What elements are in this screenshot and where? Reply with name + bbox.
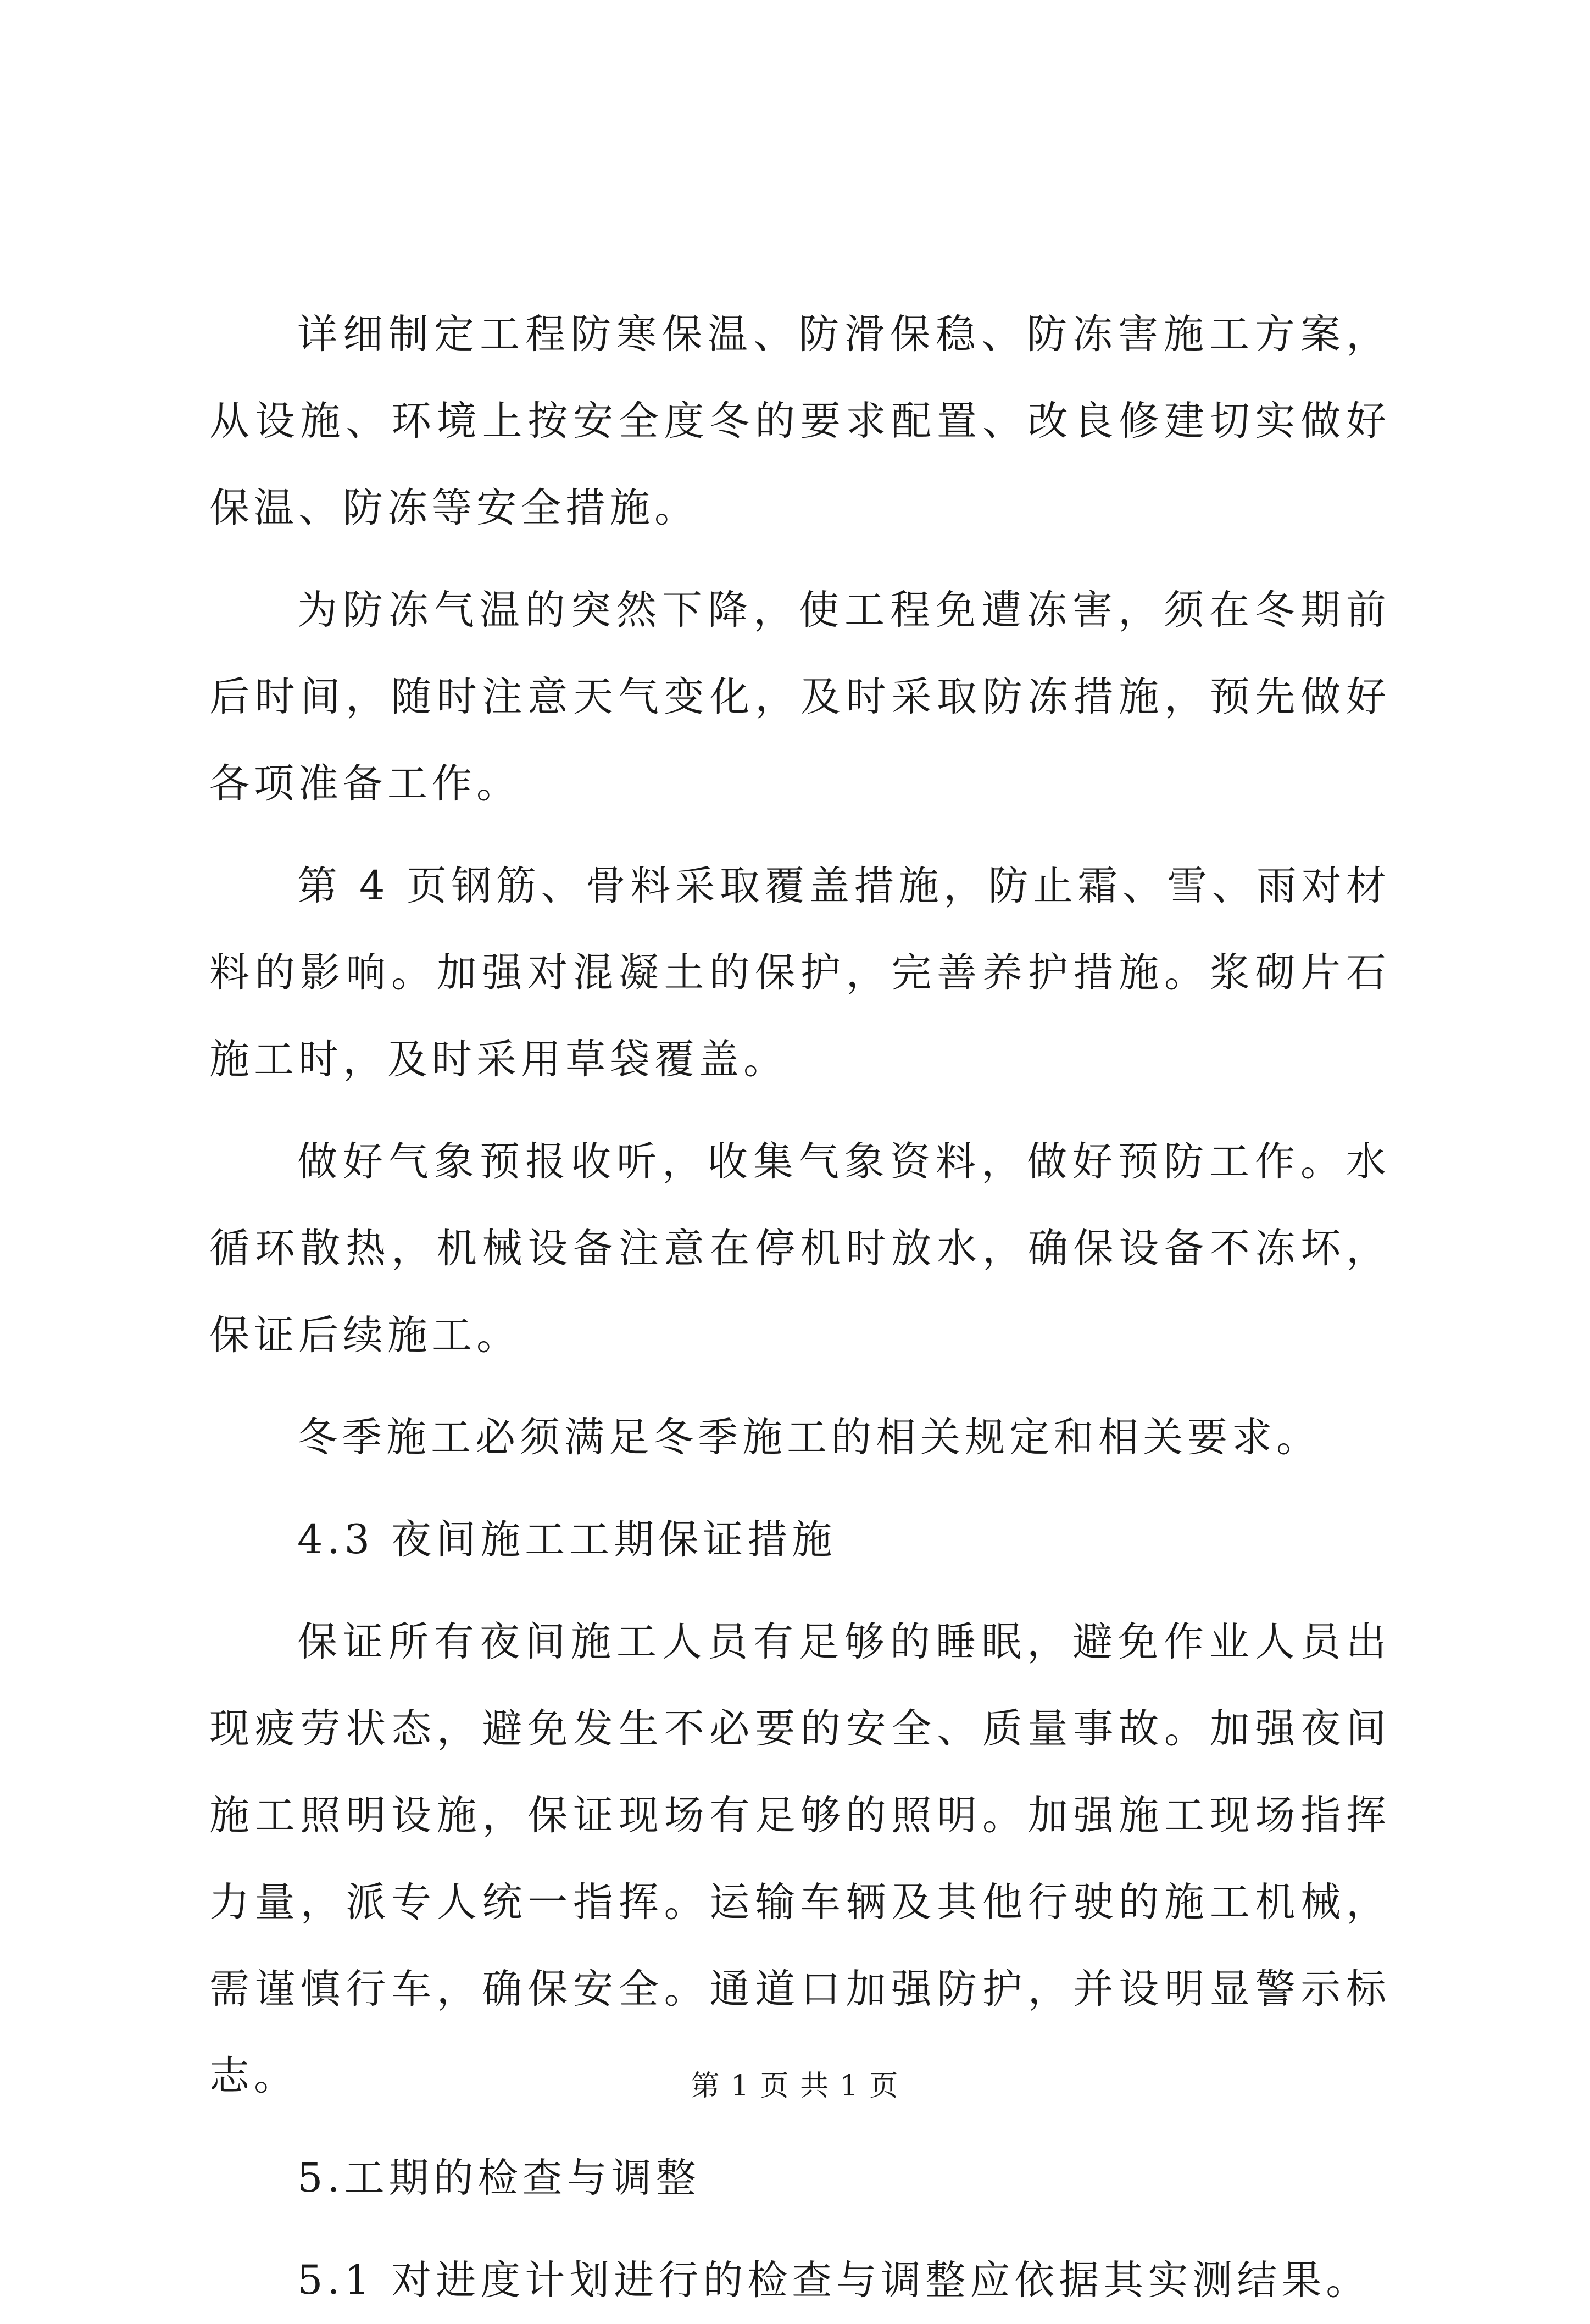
section-heading-4-3: 4.3 夜间施工工期保证措施 [297,1516,837,1563]
paragraph-weather-forecast: 做好气象预报收听，收集气象资料，做好预防工作。水循环散热，机械设备注意在停机时放水，确保设备不冻坏，保证后续施工。 [209,1138,1391,1359]
paragraph-night-work: 保证所有夜间施工人员有足够的睡眠，避免作业人员出现疲劳状态，避免发生不必要的安全、质量事故。加强夜间施工照明设施，保证现场有足够的照明。加强施工现场指挥力量，派专人统一指挥。运输车辆及其他行驶的施工机械，需谨慎行车，确保安全。通道口加强防护，并设明显警示标志。 [209,1619,1391,2099]
paragraph-material-cover: 第 4 页钢筋、骨料采取覆盖措施，防止霜、雪、雨对材料的影响。加强对混凝土的保护，完善养护措施。浆砌片石施工时，及时采用草袋覆盖。 [209,863,1391,1083]
section-heading-5-1: 5.1 对进度计划进行的检查与调整应依据其实测结果。 [297,2257,1371,2304]
page-number-footer: 第 1 页 共 1 页 [691,2070,899,2103]
section-heading-5: 5.工期的检查与调整 [297,2155,701,2201]
paragraph-winter-requirements: 冬季施工必须满足冬季施工的相关规定和相关要求。 [297,1414,1321,1461]
paragraph-cold-snap: 为防冻气温的突然下降，使工程免遭冻害，须在冬期前后时间，随时注意天气变化，及时采取防冻措施，预先做好各项准备工作。 [209,587,1391,807]
document-body [209,291,1391,2324]
paragraph-winter-plan: 详细制定工程防寒保温、防滑保稳、防冻害施工方案，从设施、环境上按安全度冬的要求配置、改良修建切实做好保温、防冻等安全措施。 [209,311,1391,531]
